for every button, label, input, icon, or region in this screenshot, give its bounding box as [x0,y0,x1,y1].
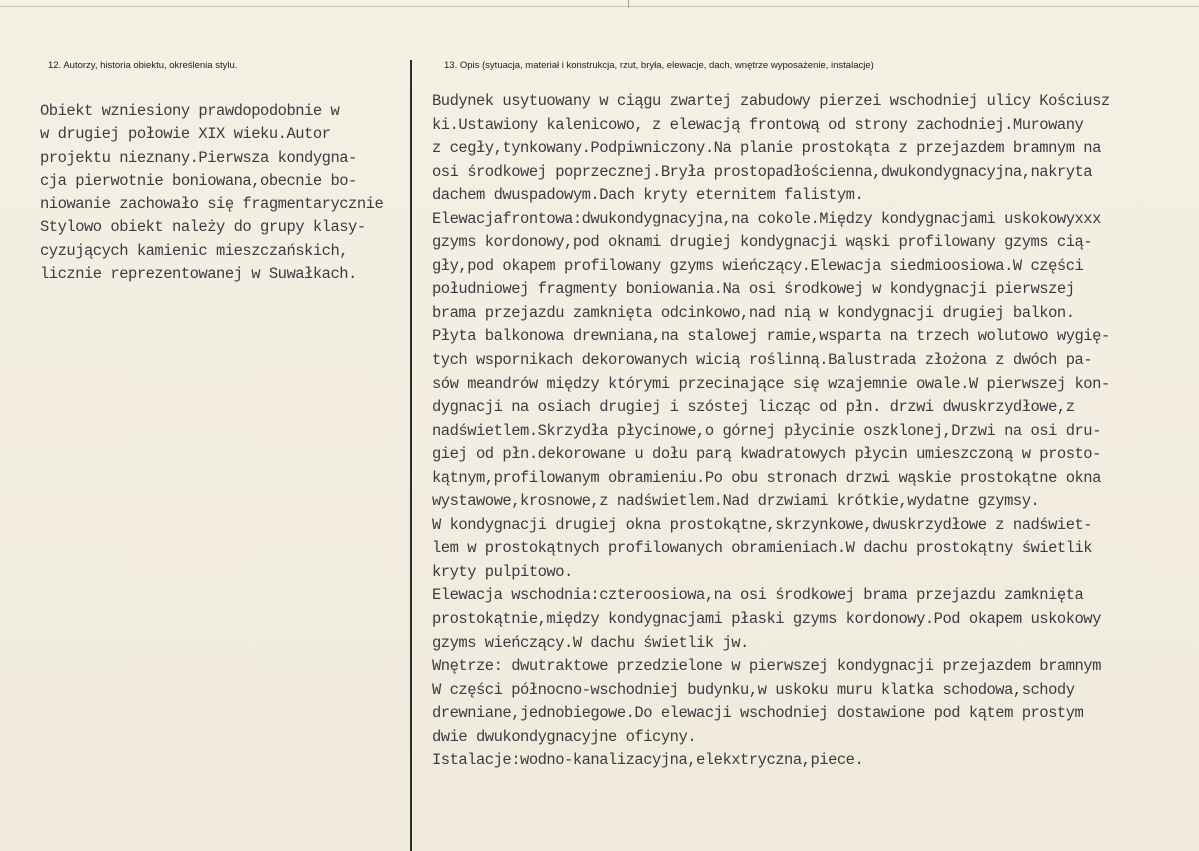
section-12-heading: 12. Autorzy, historia obiektu, określenia stylu. [48,60,238,71]
text-line: Stylowo obiekt należy do grupy klasy- [40,218,366,237]
text-line: W kondygnacji drugiej okna prostokątne,skrzynkowe,dwuskrzydłowe z nadświet- [432,515,1093,534]
history-text-block [40,100,405,286]
text-line: Budynek usytuowany w ciągu zwartej zabudowy pierzei wschodniej ulicy Kościusz [432,92,1110,110]
text-line: projektu nieznany.Pierwsza kondygna- [40,148,357,167]
text-line: dachem dwuspadowym.Dach kryty eternitem falistym. [432,186,864,205]
text-line: sów meandrów między którymi przecinające się wzajemnie owale.W pierwszej kon- [432,374,1110,393]
top-tick-mark [628,0,629,8]
text-line: nadświetlem.Skrzydła płycinowe,o górnej płycinie oszklonej,Drzwi na osi dru- [432,421,1101,440]
text-line: cja pierwotnie boniowana,obecnie bo- [40,171,357,190]
text-line: drewniane,jednobiegowe.Do elewacji wschodniej dostawione pod kątem prostym [432,704,1084,723]
text-line: niowanie zachowało się fragmentarycznie [40,195,384,214]
text-line: Istalacje:wodno-kanalizacyjna,elekxtryczna,piece. [432,751,864,770]
text-line: z cegły,tynkowany.Podpiwniczony.Na planie prostokąta z przejazdem bramnym na [432,139,1101,158]
text-line: tych wspornikach dekorowanych wicią roślinną.Balustrada złożona z dwóch pa- [432,351,1093,370]
top-rule [0,6,1199,7]
description-text-block [432,90,1197,773]
text-line: licznie reprezentowanej w Suwałkach. [40,265,357,284]
text-line: Elewacjafrontowa:dwukondygnacyjna,na cokole.Między kondygnacjami uskokowyxxx [432,209,1101,228]
text-line: dygnacji na osiach drugiej i szóstej licząc od płn. drzwi dwuskrzydłowe,z [432,398,1075,417]
text-line: Wnętrze: dwutraktowe przedzielone w pierwszej kondygnacji przejazdem bramnym [432,657,1101,676]
section-13-heading: 13. Opis (sytuacja, materiał i konstrukcja, rzut, bryła, elewacje, dach, wnętrze wyposażenie, instalacje) [444,60,874,71]
text-line: w drugiej połowie XIX wieku.Autor [40,125,331,144]
text-line: wystawowe,krosnowe,z nadświetlem.Nad drzwiami krótkie,wydatne gzymsy. [432,492,1040,511]
text-line: kryty pulpitowo. [432,562,573,581]
text-line: południowej fragmenty boniowania.Na osi środkowej w kondygnacji pierwszej [432,280,1075,299]
text-line: dwie dwukondygnacyjne oficyny. [432,727,697,746]
text-line: Elewacja wschodnia:czteroosiowa,na osi środkowej brama przejazdu zamknięta [432,586,1084,605]
column-divider [410,60,412,851]
text-line: brama przejazdu zamknięta odcinkowo,nad nią w kondygnacji drugiej balkon. [432,303,1075,322]
text-line: giej od płn.dekorowane u dołu parą kwadratowych płycin umieszczoną w prosto- [432,445,1101,464]
text-line: prostokątnie,między kondygnacjami płaski gzyms kordonowy.Pod okapem uskokowy [432,610,1101,629]
text-line: ki.Ustawiony kalenicowo, z elewacją frontową od strony zachodniej.Murowany [432,115,1084,134]
text-line: Obiekt wzniesiony prawdopodobnie w [40,102,340,120]
text-line: gzyms wieńczący.W dachu świetlik jw. [432,633,749,652]
text-line: gzyms kordonowy,pod oknami drugiej kondygnacji wąski profilowany gzyms cią- [432,233,1093,252]
text-line: gły,pod okapem profilowany gzyms wieńczący.Elewacja siedmioosiowa.W części [432,256,1084,275]
text-line: cyzujących kamienic mieszczańskich, [40,241,349,260]
text-line: osi środkowej poprzecznej.Bryła prostopadłościenna,dwukondygnacyjna,nakryta [432,162,1093,181]
text-line: W części północno-wschodniej budynku,w uskoku muru klatka schodowa,schody [432,680,1075,699]
text-line: kątnym,profilowanym obramieniu.Po obu stronach drzwi wąskie prostokątne okna [432,468,1101,487]
text-line: Płyta balkonowa drewniana,na stalowej ramie,wsparta na trzech wolutowo wygię- [432,327,1110,346]
text-line: lem w prostokątnych profilowanych obramieniach.W dachu prostokątny świetlik [432,539,1093,558]
